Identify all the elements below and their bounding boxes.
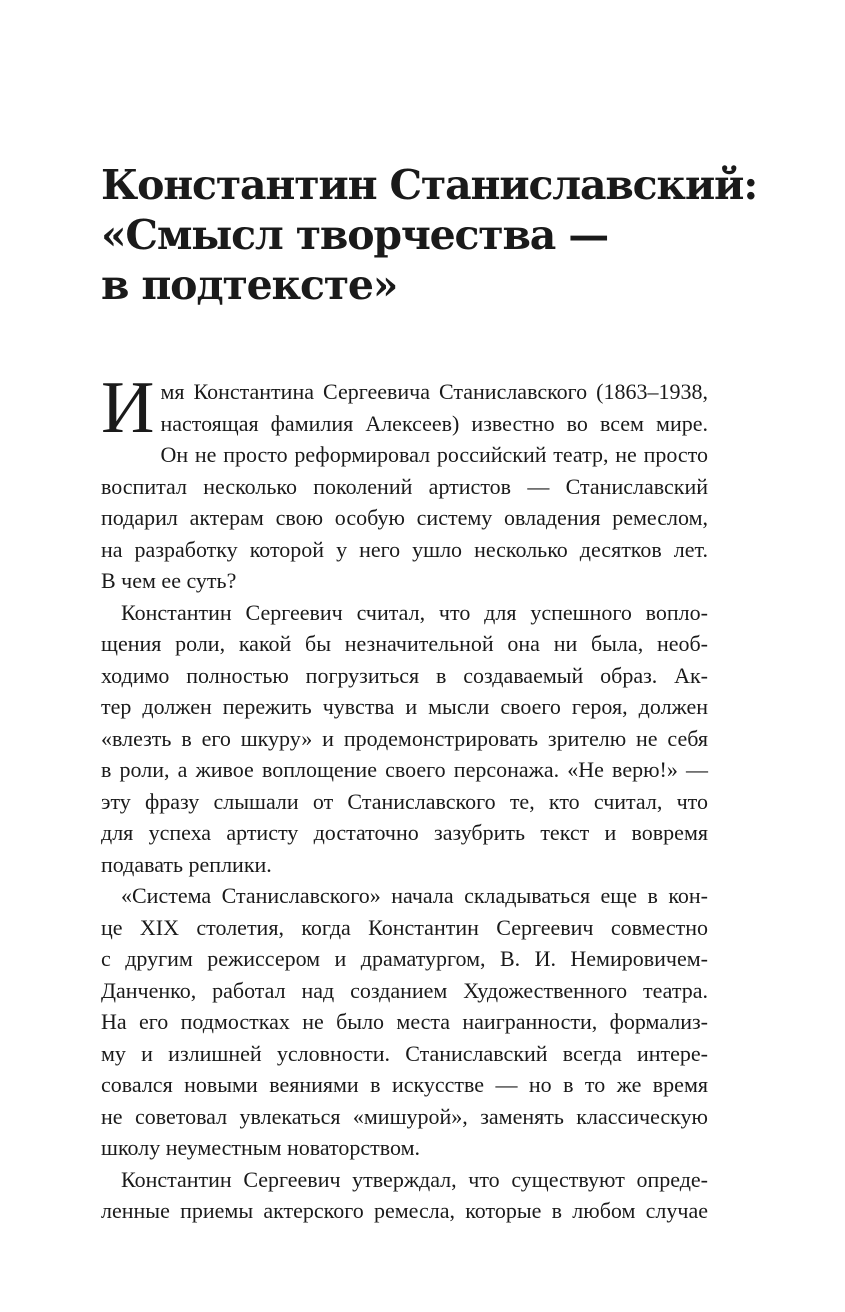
text-line: Данченко, работал над созданием Художественного театра.	[101, 977, 708, 1003]
chapter-title-line: «Смысл творчества —	[101, 211, 609, 259]
text-line: с другим режиссером и драматургом, В. И. Немировичем-	[101, 946, 708, 971]
text-line: воспитал несколько поколений артистов — Станиславский	[101, 473, 708, 499]
text-line: в роли, а живое воплощение своего персонажа. «Не верю!» —	[101, 757, 708, 782]
text-line: Константин Сергеевич считал, что для успешного вопло-	[121, 599, 708, 625]
text-line: «влезть в его шкуру» и продемонстрировать зрителю не себя	[101, 725, 708, 751]
text-line: настоящая фамилия Алексеев) известно во всем мире.	[160, 410, 708, 436]
paragraph	[101, 880, 708, 1164]
text-line: эту фразу слышали от Станиславского те, кто считал, что	[101, 788, 708, 814]
chapter-title-line: Константин Станиславский:	[101, 161, 758, 209]
text-line: «Система Станиславского» начала складываться еще в кон-	[121, 883, 708, 908]
text-line: Он не просто реформировал российский театр, не просто	[160, 442, 708, 467]
paragraph	[101, 1164, 708, 1227]
text-line: му и излишней условности. Станиславский всегда интере-	[101, 1040, 708, 1066]
chapter-title	[101, 160, 758, 310]
text-line: щения роли, какой бы незначительной она ни была, необ-	[101, 631, 708, 656]
text-line: ленные приемы актерского ремесла, которые в любом случае	[101, 1198, 708, 1223]
text-line: ходимо полностью погрузиться в создаваемый образ. Ак-	[101, 662, 708, 688]
text-line: совался новыми веяниями в искусстве — но в то же время	[101, 1072, 708, 1097]
book-page	[101, 160, 758, 1227]
text-line: це XIX столетия, когда Константин Сергеевич совместно	[101, 914, 708, 940]
drop-cap: И	[101, 367, 155, 449]
text-line: подавать реплики.	[101, 851, 272, 877]
text-line: на разработку которой у него ушло несколько десятков лет.	[101, 536, 708, 562]
chapter-title-line: в подтексте»	[101, 261, 398, 309]
text-line: тер должен пережить чувства и мысли своего героя, должен	[101, 694, 708, 719]
chapter-body	[101, 367, 708, 1227]
text-line: не советовал увлекаться «мишурой», заменять классическую	[101, 1103, 708, 1129]
text-line: подарил актерам свою особую систему овладения ремеслом,	[101, 505, 708, 530]
text-line: школу неуместным новаторством.	[101, 1135, 420, 1160]
text-line: В чем ее суть?	[101, 568, 237, 593]
text-line: для успеха артисту достаточно зазубрить текст и вовремя	[101, 820, 708, 845]
paragraph	[101, 367, 708, 597]
text-line: На его подмостках не было места наигранности, формализ-	[101, 1009, 708, 1034]
text-line: мя Константина Сергеевича Станиславского (1863–1938,	[160, 379, 708, 404]
text-line: Константин Сергеевич утверждал, что существуют опреде-	[121, 1166, 708, 1192]
paragraph	[101, 597, 708, 881]
